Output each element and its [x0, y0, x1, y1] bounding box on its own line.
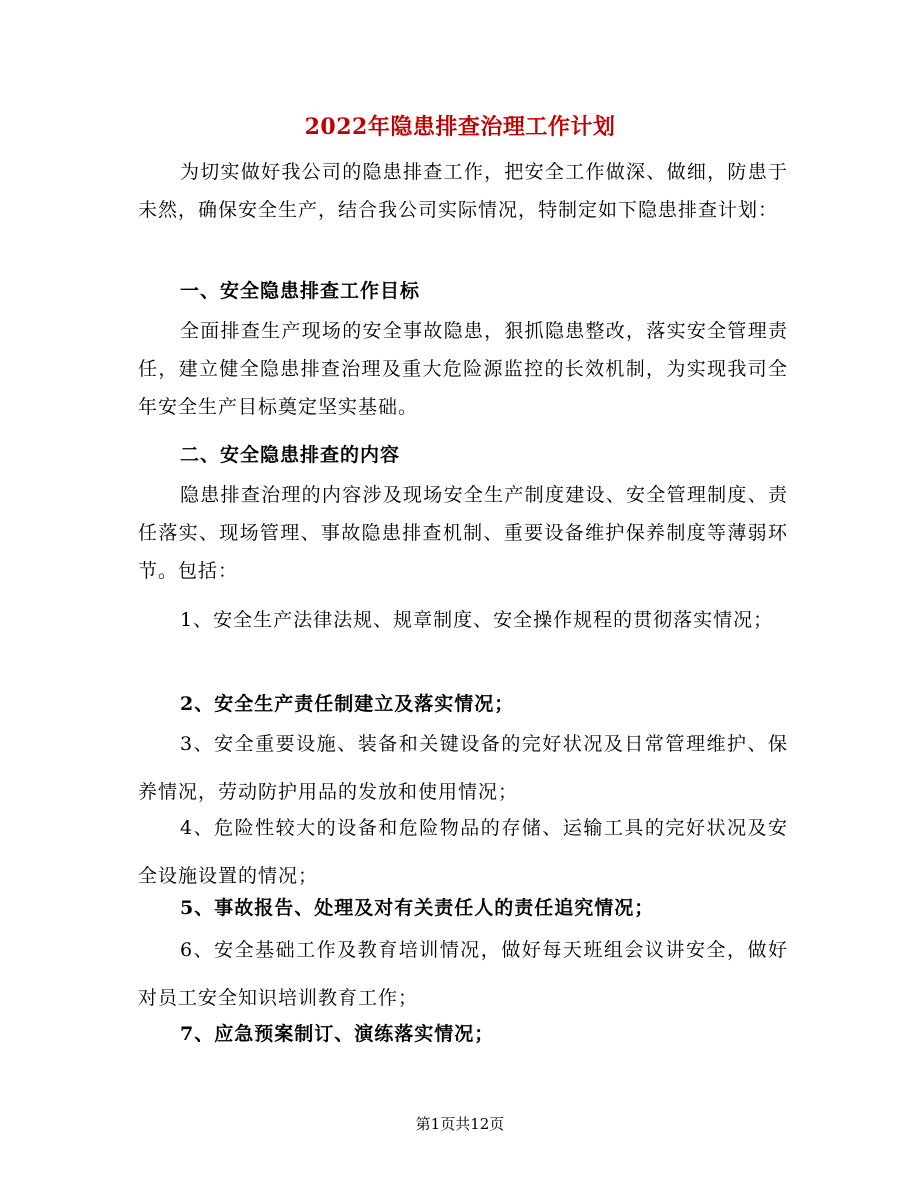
- list-item-6: 6、安全基础工作及教育培训情况，做好每天班组会议讲安全，做好对员工安全知识培训教育工作；: [138, 939, 788, 1009]
- intro-paragraph: 为切实做好我公司的隐患排查工作，把安全工作做深、做细，防患于未然，确保安全生产，结合我公司实际情况，特制定如下隐患排查计划：: [138, 161, 788, 221]
- section-1-heading: 一、安全隐患排查工作目标: [180, 280, 421, 302]
- list-item-7: 7、应急预案制订、演练落实情况；: [180, 1023, 495, 1045]
- section-1-body: 全面排查生产现场的安全事故隐患，狠抓隐患整改，落实安全管理责任，建立健全隐患排查治理及重大危险源监控的长效机制，为实现我司全年安全生产目标奠定坚实基础。: [138, 320, 788, 418]
- section-2-body: 隐患排查治理的内容涉及现场安全生产制度建设、安全管理制度、责任落实、现场管理、事故隐患排查机制、重要设备维护保养制度等薄弱环节。包括：: [138, 484, 788, 582]
- list-item-4: 4、危险性较大的设备和危险物品的存储、运输工具的完好状况及安全设施设置的情况；: [138, 817, 788, 887]
- section-2-heading: 二、安全隐患排查的内容: [180, 444, 401, 466]
- list-item-1: 1、安全生产法律法规、规章制度、安全操作规程的贯彻落实情况；: [180, 609, 774, 631]
- list-item-2: 2、安全生产责任制建立及落实情况；: [180, 693, 515, 715]
- list-item-3: 3、安全重要设施、装备和关键设备的完好状况及日常管理维护、保养情况，劳动防护用品的发放和使用情况；: [138, 733, 788, 803]
- page-number-footer: 第1页共12页: [415, 1115, 505, 1133]
- list-item-5: 5、事故报告、处理及对有关责任人的责任追究情况；: [180, 897, 655, 919]
- document-title: 2022年隐患排查治理工作计划: [304, 114, 616, 140]
